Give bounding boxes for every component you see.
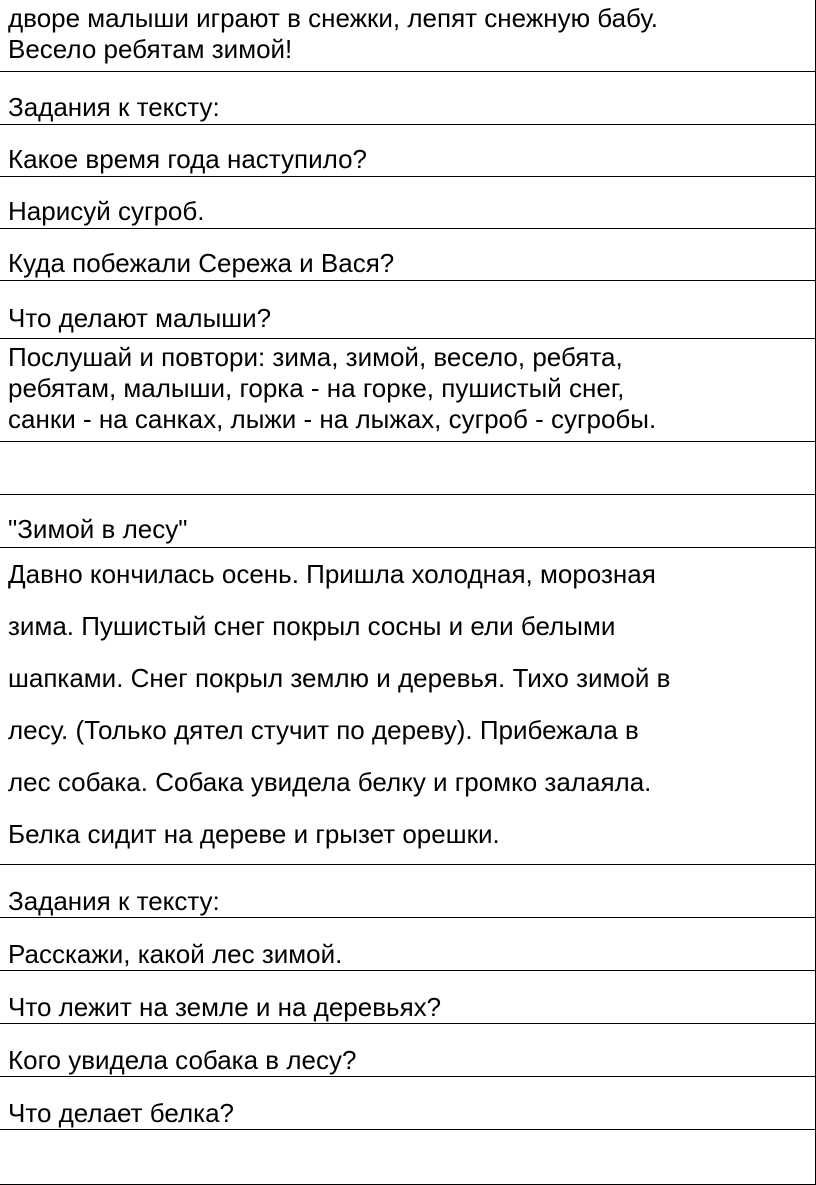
empty-row: [0, 442, 815, 495]
question-text: Что делает белка?: [8, 1098, 234, 1128]
vocabulary-row: [0, 339, 815, 442]
vocabulary-line: Послушай и повтори: зима, зимой, весело, ребята,: [8, 342, 623, 372]
story-line: лес собака. Собака увидела белку и громко залаяла.: [8, 767, 652, 797]
question-row: [0, 177, 815, 229]
story-line: зима. Пушистый снег покрыл сосны и ели белыми: [8, 611, 616, 641]
tasks-heading-row: [0, 72, 815, 125]
question-row: [0, 918, 815, 971]
tasks-heading: Задания к тексту:: [8, 92, 220, 122]
story-title-row: [0, 495, 815, 548]
question-text: Что лежит на земле и на деревьях?: [8, 992, 442, 1022]
question-row: [0, 1077, 815, 1130]
question-row: [0, 971, 815, 1024]
story-line: Белка сидит на дереве и грызет орешки.: [8, 819, 500, 849]
text-line: дворе малыши играют в снежки, лепят снежную бабу.: [8, 3, 658, 33]
question-row: [0, 125, 815, 177]
question-row: [0, 229, 815, 281]
question-text: Какое время года наступило?: [8, 144, 367, 174]
story-line: лесу. (Только дятел стучит по дереву). Прибежала в: [8, 715, 639, 745]
question-text: Куда побежали Сережа и Вася?: [8, 248, 395, 278]
question-text: Нарисуй сугроб.: [8, 196, 205, 226]
text-line: Весело ребятам зимой!: [8, 34, 293, 64]
question-row: [0, 1024, 815, 1077]
story-line: шапками. Снег покрыл землю и деревья. Тихо зимой в: [8, 663, 671, 693]
tasks-heading-row: [0, 865, 815, 918]
story-line: Давно кончилась осень. Пришла холодная, морозная: [8, 559, 656, 589]
question-row: [0, 281, 815, 339]
question-text: Что делают малыши?: [8, 303, 272, 333]
story-title: "Зимой в лесу": [8, 514, 188, 544]
story-text-row: [0, 548, 815, 865]
tasks-heading: Задания к тексту:: [8, 886, 220, 916]
text-row-story-ending: [0, 0, 815, 72]
question-text: Расскажи, какой лес зимой.: [8, 939, 343, 969]
vocabulary-line: санки - на санках, лыжи - на лыжах, сугроб - сугробы.: [8, 404, 657, 434]
empty-row: [0, 1130, 815, 1185]
question-text: Кого увидела собака в лесу?: [8, 1045, 357, 1075]
vocabulary-line: ребятам, малыши, горка - на горке, пушистый снег,: [8, 373, 625, 403]
